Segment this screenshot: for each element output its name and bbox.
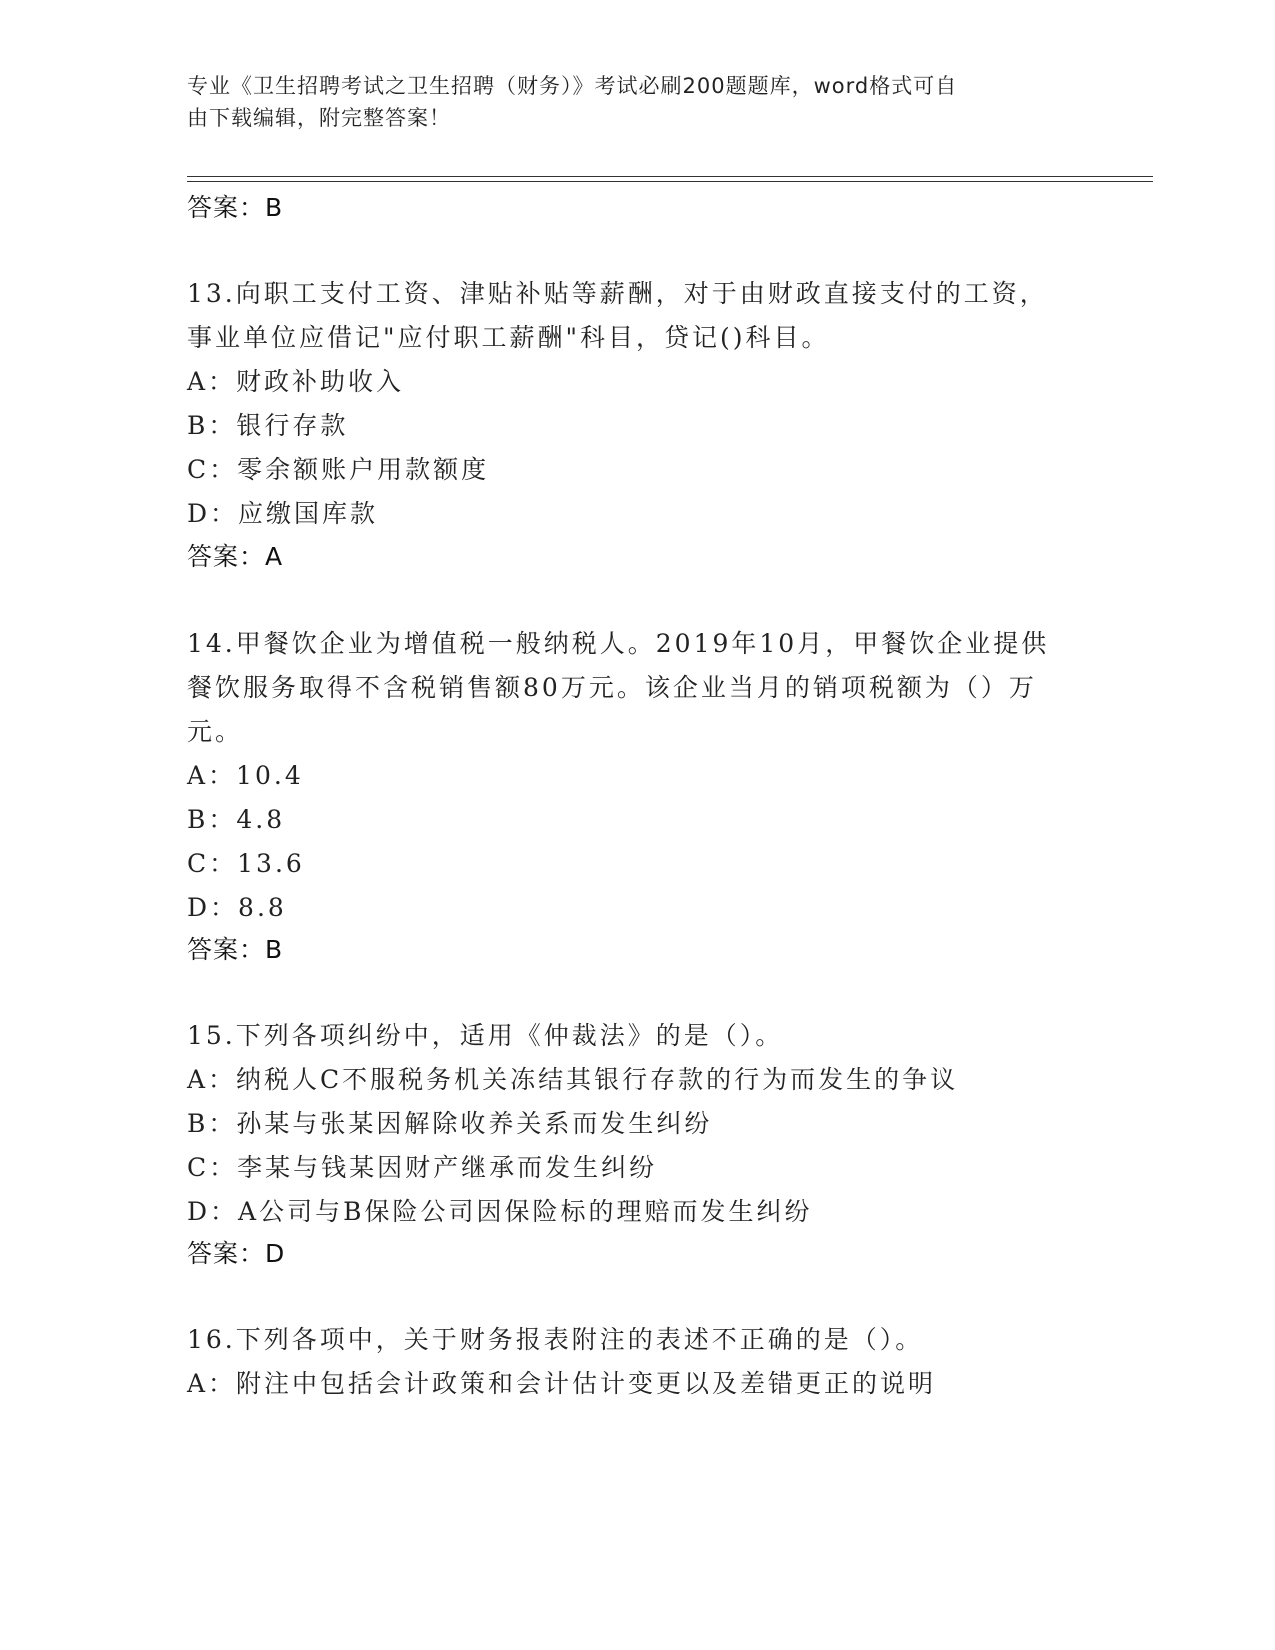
question-14-option-b: B：4.8	[187, 805, 286, 834]
header-rule-top	[187, 176, 1153, 177]
question-13-stem-line-1: 13.向职工支付工资、津贴补贴等薪酬，对于由财政直接支付的工资，	[187, 279, 1048, 308]
question-16-option-a: A：附注中包括会计政策和会计估计变更以及差错更正的说明	[187, 1369, 937, 1398]
question-13-option-c: C：零余额账户用款额度	[187, 455, 490, 484]
answer-14: 答案：B	[187, 935, 284, 964]
question-15-option-c: C：李某与钱某因财产继承而发生纠纷	[187, 1153, 658, 1182]
question-13-stem-line-2: 事业单位应借记"应付职工薪酬"科目，贷记()科目。	[187, 323, 830, 352]
document-header	[187, 70, 1067, 134]
question-15-option-d: D：A公司与B保险公司因保险标的理赔而发生纠纷	[187, 1197, 813, 1226]
question-16-stem-line-1: 16.下列各项中，关于财务报表附注的表述不正确的是（）。	[187, 1325, 924, 1354]
question-14-option-c: C：13.6	[187, 849, 305, 878]
question-14-stem-line-3: 元。	[187, 717, 244, 746]
question-13-option-b: B：银行存款	[187, 411, 349, 440]
answer-15: 答案：D	[187, 1239, 286, 1268]
header-line-1: 专业《卫生招聘考试之卫生招聘（财务）》考试必刷200题题库，word格式可自	[187, 74, 958, 98]
header-line-2: 由下载编辑，附完整答案！	[187, 106, 451, 130]
header-rule-bottom	[187, 181, 1153, 182]
question-15-option-a: A：纳税人C不服税务机关冻结其银行存款的行为而发生的争议	[187, 1065, 959, 1094]
answer-13: 答案：A	[187, 542, 284, 571]
question-13-option-d: D：应缴国库款	[187, 499, 379, 528]
question-15-option-b: B：孙某与张某因解除收养关系而发生纠纷	[187, 1109, 713, 1138]
question-14-stem-line-2: 餐饮服务取得不含税销售额80万元。该企业当月的销项税额为（）万	[187, 673, 1037, 702]
answer-12: 答案：B	[187, 193, 284, 222]
question-13-option-a: A：财政补助收入	[187, 367, 405, 396]
question-15-stem-line-1: 15.下列各项纠纷中，适用《仲裁法》的是（）。	[187, 1021, 784, 1050]
question-14-option-a: A：10.4	[187, 761, 304, 790]
question-14-stem-line-1: 14.甲餐饮企业为增值税一般纳税人。2019年10月，甲餐饮企业提供	[187, 629, 1050, 658]
question-14-option-d: D：8.8	[187, 893, 287, 922]
